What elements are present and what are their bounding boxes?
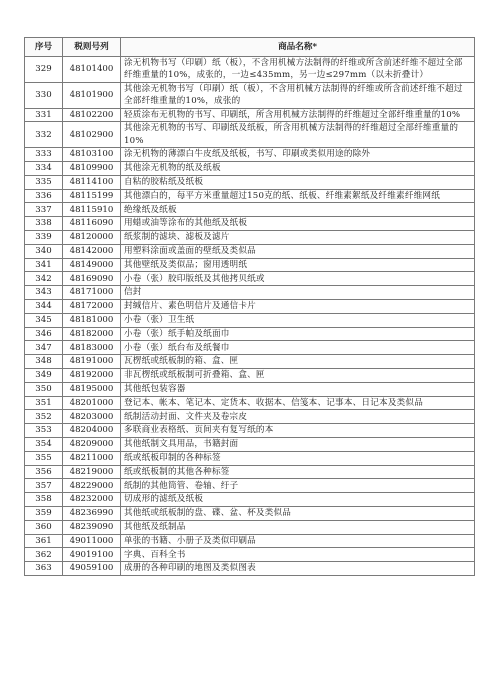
row-code: 48211000 (63, 451, 121, 465)
row-name: 自粘的胶粘纸及纸板 (121, 175, 475, 189)
row-code: 48232000 (63, 493, 121, 507)
table-row (25, 258, 475, 272)
row-code: 48101400 (63, 57, 121, 83)
row-seq: 356 (25, 465, 63, 479)
row-code: 48115199 (63, 189, 121, 203)
row-seq: 354 (25, 437, 63, 451)
row-name: 瓦楞纸或纸板制的箱、盒、匣 (121, 355, 475, 369)
table-row (25, 396, 475, 410)
table-row (25, 189, 475, 203)
row-seq: 341 (25, 258, 63, 272)
table-row (25, 203, 475, 217)
row-code: 48219000 (63, 465, 121, 479)
row-name: 成册的各种印刷的地图及类似图表 (121, 562, 475, 576)
row-code: 48114100 (63, 175, 121, 189)
row-name: 其他涂无机物书写（印刷）纸（板），不含用机械方法制得的纤维或所含前述纤维不超过全部纤维重量的10%，成张的 (121, 82, 475, 108)
row-name: 登记本、帐本、笔记本、定货本、收据本、信笺本、记事本、日记本及类似品 (121, 396, 475, 410)
row-seq: 339 (25, 231, 63, 245)
row-name: 其他涂无机物的纸及纸板 (121, 162, 475, 176)
table-row (25, 534, 475, 548)
row-seq: 348 (25, 355, 63, 369)
table-row (25, 327, 475, 341)
row-seq: 362 (25, 548, 63, 562)
tariff-table (24, 37, 475, 576)
row-code: 48171000 (63, 286, 121, 300)
row-seq: 330 (25, 82, 63, 108)
row-code: 48183000 (63, 341, 121, 355)
row-code: 48191000 (63, 355, 121, 369)
row-code: 48102200 (63, 108, 121, 122)
row-code: 48103100 (63, 148, 121, 162)
row-code: 48116090 (63, 217, 121, 231)
row-seq: 351 (25, 396, 63, 410)
row-name: 单张的书籍、小册子及类似印刷品 (121, 534, 475, 548)
row-seq: 333 (25, 148, 63, 162)
row-seq: 331 (25, 108, 63, 122)
row-name: 小卷（张）胶印版纸及其他拷贝纸或 (121, 272, 475, 286)
row-seq: 360 (25, 520, 63, 534)
row-name: 纸或纸板制的其他各种标签 (121, 465, 475, 479)
table-row (25, 451, 475, 465)
row-name: 涂无机物的薄漂白牛皮纸及纸板，书写、印刷或类似用途的除外 (121, 148, 475, 162)
table-row (25, 57, 475, 83)
row-code: 48101900 (63, 82, 121, 108)
row-seq: 353 (25, 424, 63, 438)
row-code: 48229000 (63, 479, 121, 493)
table-row (25, 382, 475, 396)
row-seq: 334 (25, 162, 63, 176)
row-name: 其他涂无机物的书写、印刷纸及纸板，所含用机械方法制得的纤维超过全部纤维重量的10% (121, 122, 475, 148)
row-code: 48204000 (63, 424, 121, 438)
row-code: 48239090 (63, 520, 121, 534)
row-code: 48109900 (63, 162, 121, 176)
table-row (25, 355, 475, 369)
table-row (25, 244, 475, 258)
table-row (25, 217, 475, 231)
table-row (25, 175, 475, 189)
row-code: 48182000 (63, 327, 121, 341)
row-name: 纸或纸板印制的各种标签 (121, 451, 475, 465)
row-name: 用蜡或油等涂布的其他纸及纸板 (121, 217, 475, 231)
row-code: 48172000 (63, 300, 121, 314)
table-row (25, 341, 475, 355)
table-row (25, 410, 475, 424)
row-name: 纸制活动封面、文件夹及卷宗皮 (121, 410, 475, 424)
table-row (25, 148, 475, 162)
row-name: 轻质涂布无机物的书写、印刷纸，所含用机械方法制得的纤维超过全部纤维重量的10% (121, 108, 475, 122)
row-name: 切成形的滤纸及纸板 (121, 493, 475, 507)
table-row (25, 313, 475, 327)
row-name: 其他纸包装容器 (121, 382, 475, 396)
table-row (25, 548, 475, 562)
row-seq: 350 (25, 382, 63, 396)
header-code: 税则号列 (63, 38, 121, 57)
row-seq: 332 (25, 122, 63, 148)
row-seq: 345 (25, 313, 63, 327)
row-name: 其他纸制文具用品，书籍封面 (121, 437, 475, 451)
row-code: 48209000 (63, 437, 121, 451)
header-name: 商品名称* (121, 38, 475, 57)
row-seq: 358 (25, 493, 63, 507)
row-seq: 336 (25, 189, 63, 203)
row-code: 48201000 (63, 396, 121, 410)
row-seq: 335 (25, 175, 63, 189)
row-code: 48149000 (63, 258, 121, 272)
row-code: 48203000 (63, 410, 121, 424)
row-seq: 361 (25, 534, 63, 548)
row-seq: 342 (25, 272, 63, 286)
row-name: 小卷（张）纸台布及纸餐巾 (121, 341, 475, 355)
row-code: 48236990 (63, 506, 121, 520)
row-seq: 363 (25, 562, 63, 576)
row-name: 信封 (121, 286, 475, 300)
row-code: 48169090 (63, 272, 121, 286)
table-header (25, 38, 475, 57)
row-code: 49019100 (63, 548, 121, 562)
row-name: 非瓦楞纸或纸板制可折叠箱、盒、匣 (121, 368, 475, 382)
table-row (25, 465, 475, 479)
row-code: 48102900 (63, 122, 121, 148)
row-name: 纸制的其他筒管、卷轴、纡子 (121, 479, 475, 493)
table-row (25, 520, 475, 534)
row-code: 49011000 (63, 534, 121, 548)
row-name: 小卷（张）卫生纸 (121, 313, 475, 327)
row-code: 48195000 (63, 382, 121, 396)
row-seq: 355 (25, 451, 63, 465)
table-row (25, 493, 475, 507)
row-code: 49059100 (63, 562, 121, 576)
header-seq: 序号 (25, 38, 63, 57)
table-row (25, 122, 475, 148)
table-row (25, 82, 475, 108)
row-seq: 357 (25, 479, 63, 493)
row-name: 其他漂白的，每平方米重量超过150克的纸、纸板、纤维素絮纸及纤维素纤维网纸 (121, 189, 475, 203)
row-code: 48120000 (63, 231, 121, 245)
row-seq: 344 (25, 300, 63, 314)
table-row (25, 437, 475, 451)
table-row (25, 162, 475, 176)
row-seq: 340 (25, 244, 63, 258)
row-name: 其他纸及纸制品 (121, 520, 475, 534)
row-seq: 343 (25, 286, 63, 300)
table-row (25, 272, 475, 286)
row-name: 小卷（张）纸手帕及纸面巾 (121, 327, 475, 341)
table-row (25, 562, 475, 576)
table-body (25, 57, 475, 576)
table-row (25, 108, 475, 122)
row-seq: 338 (25, 217, 63, 231)
row-code: 48192000 (63, 368, 121, 382)
row-name: 多联商业表格纸、页间夹有复写纸的本 (121, 424, 475, 438)
header-row (25, 38, 475, 57)
row-code: 48142000 (63, 244, 121, 258)
row-seq: 359 (25, 506, 63, 520)
row-name: 其他壁纸及类似品；窗用透明纸 (121, 258, 475, 272)
row-code: 48115910 (63, 203, 121, 217)
row-seq: 337 (25, 203, 63, 217)
table-row (25, 479, 475, 493)
row-name: 封缄信片、素色明信片及通信卡片 (121, 300, 475, 314)
row-name: 涂无机物书写（印刷）纸（板），不含用机械方法制得的纤维或所含前述纤维不超过全部纤维重量的10%，成张的，一边≤435mm，另一边≤297mm（以未折叠计） (121, 57, 475, 83)
table-row (25, 286, 475, 300)
row-seq: 349 (25, 368, 63, 382)
table-row (25, 231, 475, 245)
row-code: 48181000 (63, 313, 121, 327)
row-seq: 352 (25, 410, 63, 424)
table-row (25, 424, 475, 438)
row-seq: 329 (25, 57, 63, 83)
row-name: 纸浆制的滤块、滤板及滤片 (121, 231, 475, 245)
table-row (25, 300, 475, 314)
row-seq: 346 (25, 327, 63, 341)
row-name: 绝缘纸及纸板 (121, 203, 475, 217)
table-row (25, 506, 475, 520)
row-seq: 347 (25, 341, 63, 355)
table-row (25, 368, 475, 382)
row-name: 字典、百科全书 (121, 548, 475, 562)
row-name: 用塑料涂面或盖面的壁纸及类似品 (121, 244, 475, 258)
row-name: 其他纸或纸板制的盘、碟、盆、杯及类似品 (121, 506, 475, 520)
